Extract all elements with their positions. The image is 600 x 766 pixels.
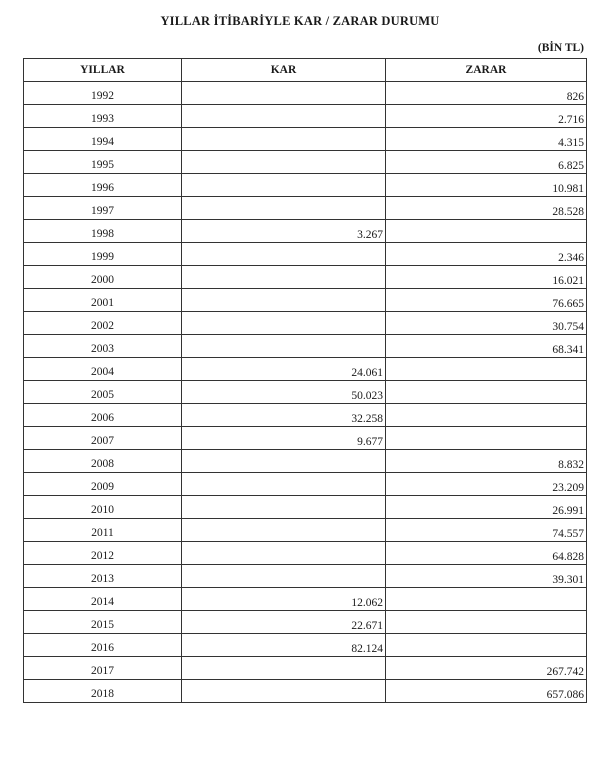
year-cell: 2007	[24, 427, 182, 450]
loss-cell: 39.301	[386, 565, 587, 588]
loss-cell	[386, 588, 587, 611]
profit-cell: 82.124	[182, 634, 386, 657]
table-row	[24, 243, 587, 266]
year-cell: 2004	[24, 358, 182, 381]
year-cell: 1994	[24, 128, 182, 151]
profit-cell	[182, 542, 386, 565]
loss-cell: 26.991	[386, 496, 587, 519]
table-row	[24, 197, 587, 220]
table-row	[24, 404, 587, 427]
unit-label: (BİN TL)	[537, 42, 584, 54]
year-cell: 2001	[24, 289, 182, 312]
year-cell: 1999	[24, 243, 182, 266]
loss-cell: 28.528	[386, 197, 587, 220]
year-cell: 2015	[24, 611, 182, 634]
year-cell: 1992	[24, 82, 182, 105]
table-row	[24, 151, 587, 174]
profit-cell	[182, 266, 386, 289]
year-cell: 2010	[24, 496, 182, 519]
loss-cell: 826	[386, 82, 587, 105]
profit-cell	[182, 197, 386, 220]
table-row	[24, 289, 587, 312]
year-cell: 1993	[24, 105, 182, 128]
loss-cell	[386, 427, 587, 450]
profit-cell	[182, 174, 386, 197]
loss-cell	[386, 381, 587, 404]
year-cell: 2009	[24, 473, 182, 496]
loss-cell: 657.086	[386, 680, 587, 703]
loss-cell: 30.754	[386, 312, 587, 335]
profit-cell	[182, 243, 386, 266]
profit-cell	[182, 128, 386, 151]
table-row	[24, 680, 587, 703]
profit-cell	[182, 657, 386, 680]
table-row	[24, 657, 587, 680]
document-title: YILLAR İTİBARİYLE KAR / ZARAR DURUMU	[160, 14, 440, 28]
year-cell: 2017	[24, 657, 182, 680]
table-row	[24, 82, 587, 105]
loss-cell: 2.346	[386, 243, 587, 266]
profit-cell: 3.267	[182, 220, 386, 243]
year-cell: 1997	[24, 197, 182, 220]
profit-cell	[182, 450, 386, 473]
profit-cell	[182, 105, 386, 128]
profit-cell	[182, 151, 386, 174]
loss-cell: 2.716	[386, 105, 587, 128]
year-cell: 2002	[24, 312, 182, 335]
loss-cell: 64.828	[386, 542, 587, 565]
profit-cell	[182, 289, 386, 312]
profit-cell	[182, 680, 386, 703]
table-row	[24, 105, 587, 128]
profit-cell: 9.677	[182, 427, 386, 450]
year-cell: 1996	[24, 174, 182, 197]
profit-cell	[182, 496, 386, 519]
table-row	[24, 450, 587, 473]
table-row	[24, 358, 587, 381]
table-row	[24, 381, 587, 404]
loss-cell: 6.825	[386, 151, 587, 174]
year-cell: 2012	[24, 542, 182, 565]
loss-cell: 74.557	[386, 519, 587, 542]
table-body	[24, 82, 587, 703]
year-cell: 2003	[24, 335, 182, 358]
table-row	[24, 542, 587, 565]
profit-cell	[182, 312, 386, 335]
table-header-row	[24, 59, 587, 82]
loss-cell	[386, 634, 587, 657]
profit-cell: 32.258	[182, 404, 386, 427]
profit-cell	[182, 335, 386, 358]
loss-cell: 76.665	[386, 289, 587, 312]
header-profit: KAR	[182, 59, 386, 82]
loss-cell: 16.021	[386, 266, 587, 289]
table-row	[24, 220, 587, 243]
year-cell: 1995	[24, 151, 182, 174]
table-row	[24, 128, 587, 151]
loss-cell: 68.341	[386, 335, 587, 358]
table-row	[24, 634, 587, 657]
year-cell: 2018	[24, 680, 182, 703]
header-loss: ZARAR	[386, 59, 587, 82]
year-cell: 1998	[24, 220, 182, 243]
table-row	[24, 174, 587, 197]
profit-cell: 22.671	[182, 611, 386, 634]
table-row	[24, 312, 587, 335]
loss-cell: 267.742	[386, 657, 587, 680]
profit-cell	[182, 519, 386, 542]
year-cell: 2006	[24, 404, 182, 427]
year-cell: 2011	[24, 519, 182, 542]
loss-cell	[386, 611, 587, 634]
table-row	[24, 565, 587, 588]
year-cell: 2014	[24, 588, 182, 611]
year-cell: 2008	[24, 450, 182, 473]
table-row	[24, 473, 587, 496]
table-row	[24, 519, 587, 542]
loss-cell: 23.209	[386, 473, 587, 496]
year-cell: 2016	[24, 634, 182, 657]
loss-cell: 10.981	[386, 174, 587, 197]
profit-cell	[182, 473, 386, 496]
profit-cell: 24.061	[182, 358, 386, 381]
year-cell: 2000	[24, 266, 182, 289]
table-row	[24, 588, 587, 611]
profit-cell: 50.023	[182, 381, 386, 404]
year-cell: 2013	[24, 565, 182, 588]
loss-cell	[386, 220, 587, 243]
year-cell: 2005	[24, 381, 182, 404]
header-years: YILLAR	[24, 59, 182, 82]
profit-cell	[182, 565, 386, 588]
table-row	[24, 611, 587, 634]
loss-cell	[386, 404, 587, 427]
loss-cell: 8.832	[386, 450, 587, 473]
table-row	[24, 335, 587, 358]
loss-cell	[386, 358, 587, 381]
loss-cell: 4.315	[386, 128, 587, 151]
profit-cell	[182, 82, 386, 105]
profit-cell: 12.062	[182, 588, 386, 611]
profit-loss-table	[23, 58, 587, 703]
table-row	[24, 427, 587, 450]
table-row	[24, 496, 587, 519]
table-row	[24, 266, 587, 289]
